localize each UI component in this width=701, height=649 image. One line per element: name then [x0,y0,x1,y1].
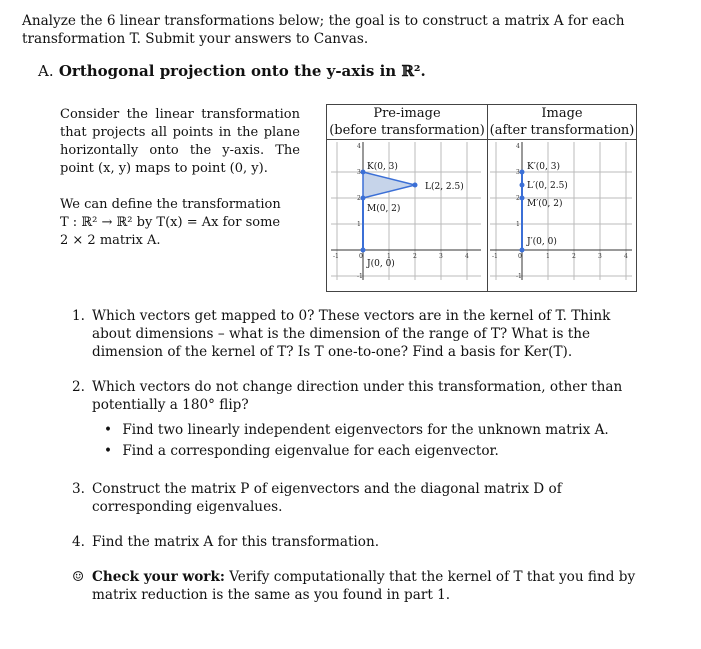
question-3 [72,480,652,516]
bullet-1 [104,421,609,439]
check-label: Check your work: [92,569,225,585]
pre-tick-y: 3 [357,169,361,176]
left-definition [60,196,300,250]
pre-point-j [361,248,366,253]
img-point-l [520,183,525,188]
section-title: Orthogonal projection onto the y-axis in ℝ². [58,62,426,80]
question-text: Which vectors get mapped to 0? These vectors are in the kernel of T. Think about dimensions – what is the dimension of the range of T? What is the dimension of the kernel of T? Is T one-to-one? Find a basis for Ker(T). [92,308,611,360]
pre-tick-x: 2 [413,253,417,260]
pre-image-title: Pre-image [373,106,441,121]
check-text [92,568,652,604]
image-plot [488,140,636,286]
image-header [488,105,637,140]
check-your-work [72,568,652,604]
question-number: 1. [72,308,85,324]
pre-tick-x: 3 [439,253,443,260]
bullet-dot-icon: • [104,422,113,438]
bullet-2 [104,442,499,460]
question-1 [72,307,652,361]
pre-tick-x: -1 [333,253,339,260]
question-4 [72,533,652,551]
img-tick-x: 2 [572,253,576,260]
definition-line-3: 2 × 2 matrix A. [60,233,161,248]
left-description: Consider the linear transformation that projects all points in the plane horizontally onto the y-axis. The point (x, y) maps to point (0, y). [60,107,300,176]
question-text: Which vectors do not change direction under this transformation, other than potentially a 180° flip? [92,379,623,413]
img-tick-y: 4 [516,143,520,150]
pre-label-k: K(0, 3) [367,162,398,172]
pre-image-header [327,105,488,140]
smiley-icon: ☺ [72,569,85,585]
img-tick-y: 2 [516,195,520,202]
img-tick-x: -1 [492,253,498,260]
question-2 [72,378,652,414]
pre-tick-x: 0 [359,253,363,260]
bullet-text: Find two linearly independent eigenvectors for the unknown matrix A. [122,422,609,438]
definition-line-1: We can define the transformation [60,197,281,212]
img-grid [490,142,632,280]
img-label-m: M′(0, 2) [527,199,563,209]
pre-tick-y: 2 [357,195,361,202]
pre-tick-x: 4 [465,253,469,260]
img-label-k: K′(0, 3) [527,162,560,172]
pre-image-subtitle: (before transformation) [329,123,485,138]
pre-label-j: J(0, 0) [367,259,395,269]
pre-tick-x: 1 [387,253,391,260]
transformation-figure [326,104,637,292]
question-text: Construct the matrix P of eigenvectors and the diagonal matrix D of corresponding eigenvalues. [92,481,562,515]
question-text: Find the matrix A for this transformation. [92,534,380,550]
pre-image-plot [327,140,487,286]
question-number: 2. [72,379,85,395]
intro-paragraph: Analyze the 6 linear transformations below; the goal is to construct a matrix A for each transformation T. Submit your answers to Canvas. [22,13,625,47]
image-title: Image [541,106,583,121]
pre-tick-y: 1 [357,221,361,228]
definition-line-2: T : ℝ² → ℝ² by T(x) = Ax for some [60,215,281,230]
image-plot-cell [488,140,637,292]
section-letter: A. [38,62,54,80]
img-label-l: L′(0, 2.5) [527,181,568,191]
img-tick-y: 1 [516,221,520,228]
pre-point-k [361,170,366,175]
img-tick-x: 3 [598,253,602,260]
img-point-j [520,248,525,253]
question-number: 4. [72,534,85,550]
pre-point-l [413,183,418,188]
pre-tick-y: 4 [357,143,361,150]
check-body: Verify computationally that the kernel of T that you find by matrix reduction is the same as you found in part 1. [92,569,636,603]
bullet-text: Find a corresponding eigenvalue for each eigenvector. [122,443,499,459]
img-tick-x: 0 [518,253,522,260]
pre-tick-y: -1 [357,273,363,280]
img-tick-x: 4 [624,253,628,260]
pre-image-plot-cell [327,140,488,292]
img-tick-y: -1 [516,273,522,280]
pre-point-m [361,196,366,201]
pre-label-m: M(0, 2) [367,204,401,214]
pre-label-l: L(2, 2.5) [425,182,464,192]
image-subtitle: (after transformation) [489,123,635,138]
pre-grid [331,142,481,280]
img-point-k [520,170,525,175]
img-label-j: J′(0, 0) [527,237,557,247]
img-tick-y: 3 [516,169,520,176]
img-tick-x: 1 [546,253,550,260]
section-heading [38,62,426,80]
question-number: 3. [72,481,85,497]
bullet-dot-icon: • [104,443,113,459]
img-point-m [520,196,525,201]
